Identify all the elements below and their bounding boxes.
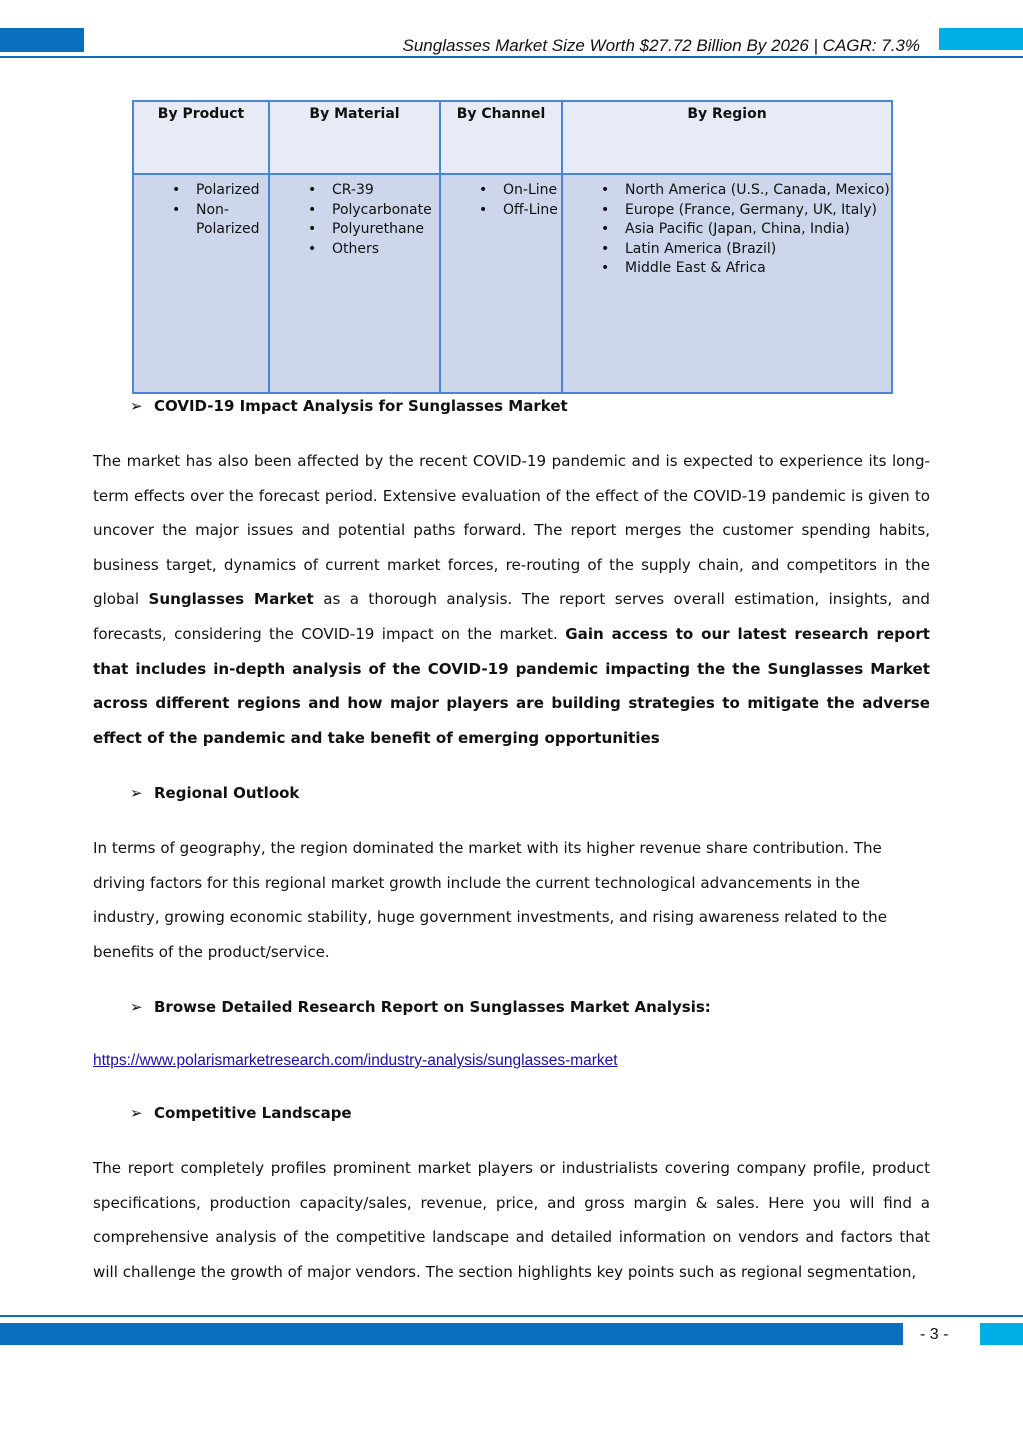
arrow-bullet-icon: ➢: [130, 1104, 143, 1122]
regional-paragraph: In terms of geography, the region dominated the market with its higher revenue share contribution. The driving factors for this regional market growth include the current technological advancements in the industry, growing economic stability, huge government investments, and rising awareness related to the benefits of the product/service.: [93, 839, 888, 961]
arrow-bullet-icon: ➢: [130, 397, 143, 415]
list-item: • Off-Line: [503, 201, 560, 221]
list-item: • Asia Pacific (Japan, China, India): [625, 220, 890, 240]
covid-bold-1: Sunglasses Market: [148, 590, 314, 609]
list-item: • Latin America (Brazil): [625, 240, 890, 260]
covid-bold-2: Gain access to our latest research report that includes in-depth analysis of the COVID-19 pandemic impacting the the Sunglasses Market across different regions and how major players are building strategies to mitigate the adverse effect of the pandemic and take benefit of emerging opportunities: [93, 624, 930, 747]
bullet-list: [597, 181, 890, 279]
page-header-title: Sunglasses Market Size Worth $27.72 Billion By 2026 | CAGR: 7.3%: [402, 36, 920, 55]
competitive-heading: [130, 1104, 352, 1122]
table-header-cell: By Channel: [440, 101, 562, 174]
regional-heading: [130, 784, 299, 802]
segmentation-table: [132, 100, 893, 394]
header-accent-bar-left: [0, 28, 84, 52]
arrow-bullet-icon: ➢: [130, 998, 143, 1016]
list-item: • Non-Polarized: [196, 201, 266, 240]
table-cell-channel: [440, 174, 562, 393]
header-accent-bar-right: [939, 28, 1023, 50]
list-item: • On-Line: [503, 181, 560, 201]
covid-text-2: as a thorough analysis. The report serves overall estimation, insights, and forecasts, considering the COVID-19 impact on the market.: [93, 590, 930, 643]
list-item: • Middle East & Africa: [625, 259, 890, 279]
browse-heading-text: Browse Detailed Research Report on Sunglasses Market Analysis:: [154, 998, 711, 1016]
bullet-list: [304, 181, 438, 259]
page-number: - 3 -: [920, 1326, 949, 1343]
report-link[interactable]: https://www.polarismarketresearch.com/industry-analysis/sunglasses-market: [93, 1052, 618, 1069]
browse-heading: [130, 998, 711, 1016]
table-cell-region: [562, 174, 892, 393]
table-header-cell: By Material: [269, 101, 440, 174]
table-header-cell: By Product: [133, 101, 269, 174]
table-cell-product: [133, 174, 269, 393]
footer-divider: [0, 1315, 1023, 1317]
table-cell-material: [269, 174, 440, 393]
bullet-list: [168, 181, 267, 240]
footer-accent-bar-right: [980, 1323, 1023, 1345]
covid-heading: [130, 397, 568, 415]
regional-heading-text: Regional Outlook: [154, 784, 300, 802]
covid-heading-text: COVID-19 Impact Analysis for Sunglasses Market: [154, 397, 568, 415]
list-item: • Polycarbonate: [332, 201, 438, 221]
covid-paragraph: [93, 444, 930, 755]
list-item: • North America (U.S., Canada, Mexico): [625, 181, 890, 201]
list-item: • CR-39: [332, 181, 438, 201]
list-item: • Polarized: [196, 181, 267, 201]
table-header-row: [133, 101, 892, 174]
header-divider: [0, 56, 1023, 58]
list-item: • Europe (France, Germany, UK, Italy): [625, 201, 890, 221]
list-item: • Polyurethane: [332, 220, 438, 240]
table-row: [133, 174, 892, 393]
competitive-heading-text: Competitive Landscape: [154, 1104, 352, 1122]
bullet-list: [475, 181, 560, 220]
arrow-bullet-icon: ➢: [130, 784, 143, 802]
list-item: • Others: [332, 240, 438, 260]
footer-accent-bar: [0, 1323, 903, 1345]
competitive-paragraph: The report completely profiles prominent market players or industrialists covering company profile, product specifications, production capacity/sales, revenue, price, and gross margin & sales. Here you will find a comprehensive analysis of the competitive landscape and detailed information on vendors and factors that will challenge the growth of major vendors. The section highlights key points such as regional segmentation,: [93, 1159, 930, 1281]
table-header-cell: By Region: [562, 101, 892, 174]
covid-text-1: The market has also been affected by the recent COVID-19 pandemic and is expected to experience its long-term effects over the forecast period. Extensive evaluation of the effect of the COVID-19 pandemic is given to uncover the major issues and potential paths forward. The report merges the customer spending habits, business target, dynamics of current market forces, re-routing of the supply chain, and competitors in the global: [93, 452, 930, 609]
